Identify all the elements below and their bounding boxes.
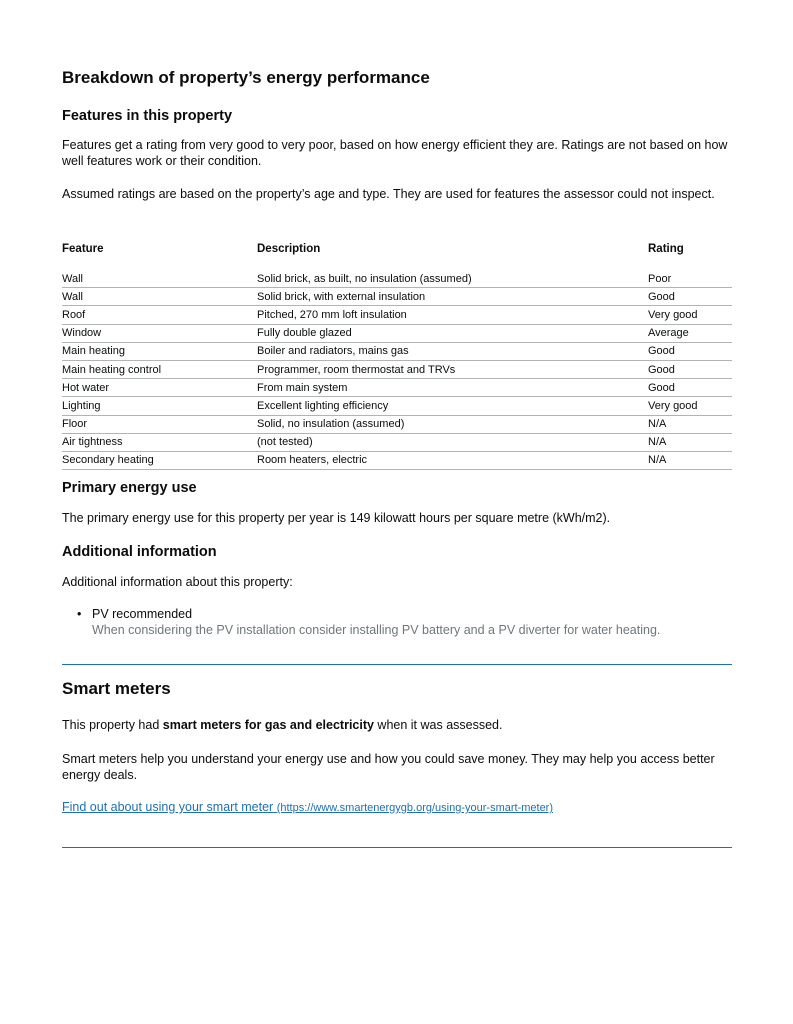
table-row	[62, 452, 732, 470]
smart-meters-heading: Smart meters	[62, 679, 171, 698]
cell-description: Solid brick, with external insulation	[257, 290, 426, 303]
section-divider	[62, 664, 732, 665]
column-header-rating: Rating	[648, 243, 684, 255]
column-header-feature: Feature	[62, 243, 104, 255]
smart-status-bold: smart meters for gas and electricity	[162, 718, 374, 732]
additional-info-intro: Additional information about this property:	[62, 575, 293, 589]
smart-status-suffix: when it was assessed.	[373, 718, 503, 732]
features-intro: Features get a rating from very good to very poor, based on how energy efficient they are. Ratings are not based on how well features work or their condition.	[62, 138, 728, 168]
cell-description: Solid, no insulation (assumed)	[257, 418, 405, 431]
cell-description: Pitched, 270 mm loft insulation	[257, 308, 407, 321]
cell-rating: Poor	[648, 272, 672, 285]
table-row	[62, 288, 732, 306]
cell-feature: Wall	[62, 272, 83, 285]
cell-feature: Hot water	[62, 381, 110, 394]
features-table	[62, 243, 732, 470]
bullet-icon: •	[77, 607, 82, 621]
cell-description: (not tested)	[257, 436, 313, 449]
primary-energy-text: The primary energy use for this property per year is 149 kilowatt hours per square metre (kWh/m2).	[62, 511, 611, 525]
cell-rating: Good	[648, 381, 675, 394]
smart-meters-help: Smart meters help you understand your energy use and how you could save money. They may help you access better energy deals.	[62, 752, 715, 782]
cell-feature: Wall	[62, 290, 83, 303]
cell-rating: N/A	[648, 436, 667, 449]
pv-recommended-title: PV recommended	[92, 607, 193, 621]
cell-description: Solid brick, as built, no insulation (assumed)	[257, 272, 472, 285]
cell-description: Programmer, room thermostat and TRVs	[257, 363, 456, 376]
cell-feature: Main heating	[62, 345, 125, 358]
cell-rating: N/A	[648, 454, 667, 467]
smart-status-prefix: This property had	[62, 718, 163, 732]
cell-rating: Good	[648, 363, 675, 376]
page-title: Breakdown of property’s energy performance	[62, 68, 430, 87]
assumed-ratings-text: Assumed ratings are based on the property’s age and type. They are used for features the assessor could not inspect.	[62, 187, 715, 201]
cell-rating: Average	[648, 327, 689, 340]
table-row	[62, 325, 732, 343]
features-heading: Features in this property	[62, 108, 233, 124]
pv-recommended-detail: When considering the PV installation consider installing PV battery and a PV diverter for water heating.	[92, 623, 661, 637]
section-divider	[62, 847, 732, 848]
cell-feature: Main heating control	[62, 363, 162, 376]
table-row	[62, 343, 732, 361]
table-row	[62, 361, 732, 379]
smart-meters-status	[62, 718, 732, 734]
table-row	[62, 397, 732, 415]
primary-energy-heading: Primary energy use	[62, 480, 197, 496]
cell-rating: N/A	[648, 418, 667, 431]
cell-feature: Window	[62, 327, 102, 340]
cell-description: Fully double glazed	[257, 327, 352, 340]
cell-rating: Very good	[648, 308, 698, 321]
cell-description: From main system	[257, 381, 348, 394]
cell-description: Excellent lighting efficiency	[257, 399, 389, 412]
cell-feature: Secondary heating	[62, 454, 154, 467]
cell-rating: Good	[648, 345, 675, 358]
table-row	[62, 434, 732, 452]
smart-meter-link-url[interactable]: (https://www.smartenergygb.org/using-your-smart-meter)	[276, 802, 554, 814]
column-header-description: Description	[257, 243, 321, 255]
cell-rating: Very good	[648, 399, 698, 412]
cell-feature: Air tightness	[62, 436, 123, 449]
additional-info-heading: Additional information	[62, 544, 217, 560]
table-row	[62, 416, 732, 434]
table-body	[62, 270, 732, 470]
cell-feature: Floor	[62, 418, 88, 431]
cell-rating: Good	[648, 290, 675, 303]
list-item	[77, 606, 661, 638]
cell-feature: Roof	[62, 308, 86, 321]
table-row	[62, 306, 732, 324]
table-row	[62, 270, 732, 288]
table-row	[62, 379, 732, 397]
cell-description: Boiler and radiators, mains gas	[257, 345, 409, 358]
cell-description: Room heaters, electric	[257, 454, 368, 467]
cell-feature: Lighting	[62, 399, 101, 412]
smart-meter-link-text[interactable]: Find out about using your smart meter	[62, 800, 274, 814]
smart-meter-link[interactable]	[62, 800, 553, 814]
table-header	[62, 243, 732, 259]
